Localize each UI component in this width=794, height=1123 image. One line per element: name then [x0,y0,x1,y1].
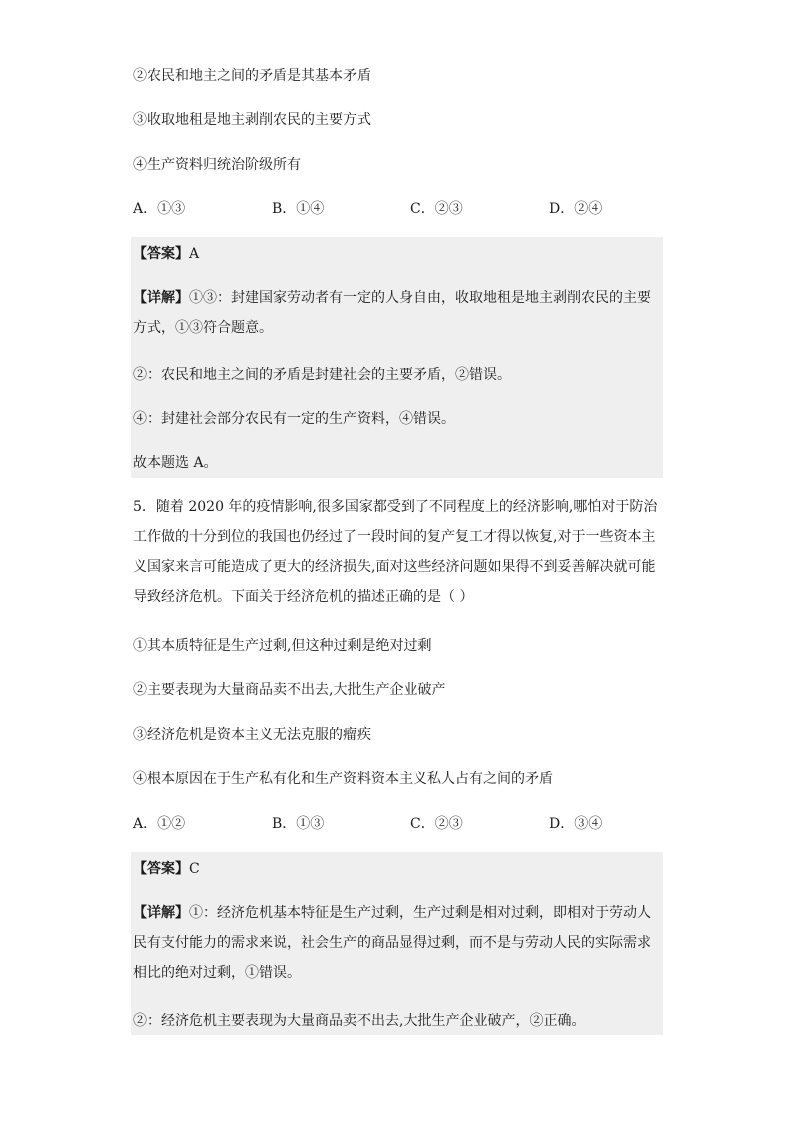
q4-answer-block [131,237,663,478]
q5-stem: 5．随着 2020 年的疫情影响,很多国家都受到了不同程度上的经济影响,哪怕对于防治工作做的十分到位的我国也仍经过了一段时间的复产复工才得以恢复,对于一些资本主义国家来言可能造成了更大的经济损失,面对这些经济问题如果得不到妥善解决就可能导致经济危机。下面关于经济危机的描述正确的是（ ） [133,499,658,605]
q5-option-d: D．③④ [549,816,603,832]
q4-answer [133,246,663,262]
q4-item-3: ③收取地租是地主剥削农民的主要方式 [133,112,371,128]
q4-option-d: D．②④ [549,201,603,217]
detail-label: 【详解】 [133,290,189,306]
q4-item-4: ④生产资料归统治阶级所有 [133,157,301,173]
detail-text: ①：经济危机基本特征是生产过剩，生产过剩是相对过剩，即相对于劳动人民有支付能力的需求来说，社会生产的商品显得过剩，而不是与劳动人民的实际需求相比的绝对过剩，①错误。 [133,905,651,981]
q5-option-b: B．①③ [272,816,325,832]
q5-option-c: C．②③ [410,816,463,832]
q4-item-2: ②农民和地主之间的矛盾是其基本矛盾 [133,68,371,84]
answer-value: C [189,861,200,877]
answer-label: 【答案】 [133,861,189,877]
q5-detail [133,898,663,988]
q5-detail-line-2: ②：经济危机主要表现为大量商品卖不出去,大批生产企业破产，②正确。 [133,1013,586,1029]
q4-conclusion: 故本题选 A。 [133,455,218,471]
q5-option-a: A．①② [133,816,186,832]
q4-options [133,201,663,217]
q5-options [133,816,663,832]
q5-item-3: ③经济危机是资本主义无法克服的瘤疾 [133,727,371,743]
q5-item-2: ②主要表现为大量商品卖不出去,大批生产企业破产 [133,682,446,698]
q5-item-1: ①其本质特征是生产过剩,但这种过剩是绝对过剩 [133,638,432,654]
q4-option-b: B．①④ [272,201,325,217]
q4-detail-line-2: ②：农民和地主之间的矛盾是封建社会的主要矛盾，②错误。 [133,367,511,383]
q4-option-a: A．①③ [133,201,186,217]
q5-item-4: ④根本原因在于生产私有化和生产资料资本主义私人占有之间的矛盾 [133,771,553,787]
q4-option-c: C．②③ [410,201,463,217]
answer-value: A [189,246,200,262]
detail-text: ①③：封建国家劳动者有一定的人身自由，收取地租是地主剥削农民的主要方式，①③符合题意。 [133,290,651,336]
q4-detail [133,283,663,343]
q4-detail-line-4: ④：封建社会部分农民有一定的生产资料，④错误。 [133,411,455,427]
answer-label: 【答案】 [133,246,189,262]
q5-answer [133,861,663,877]
detail-label: 【详解】 [133,905,189,921]
